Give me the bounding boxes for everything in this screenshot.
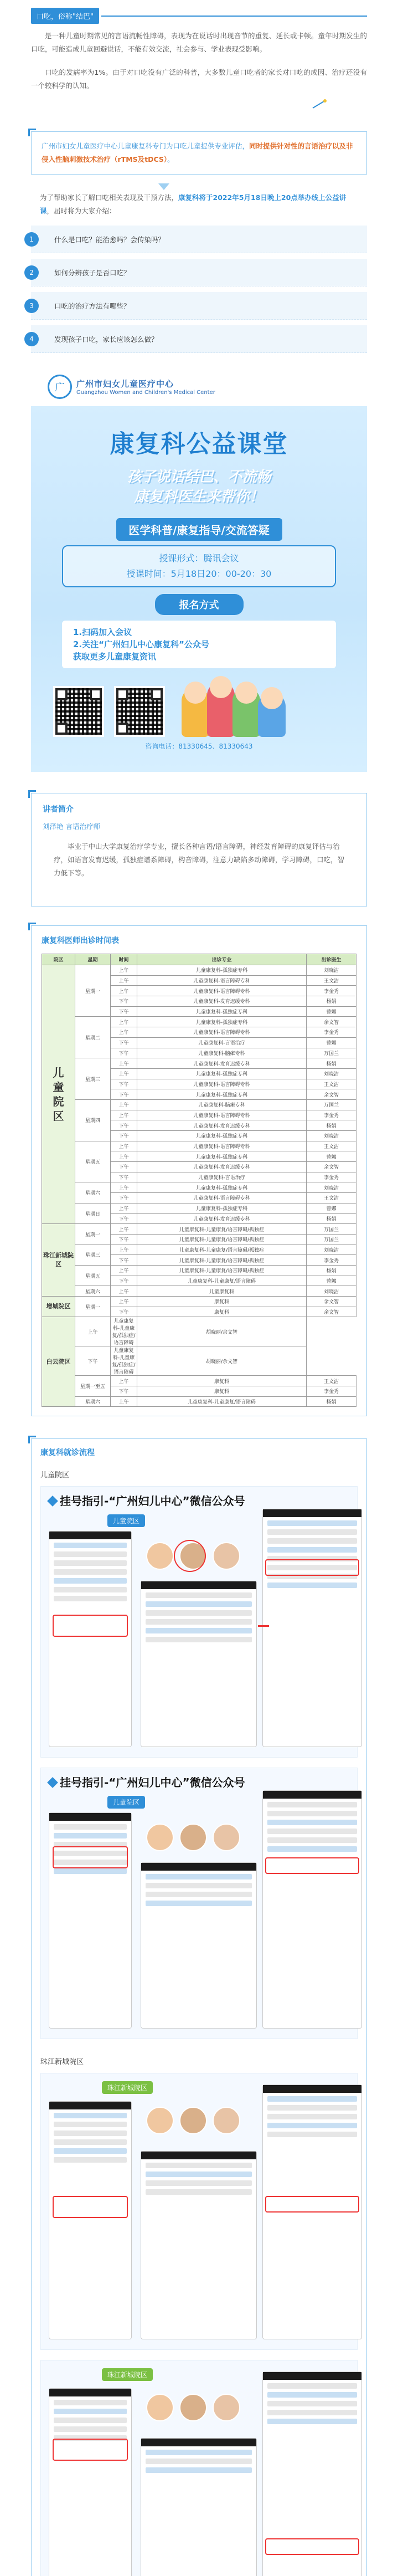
spec-cell: 儿童康复科-儿童康复/语言障碍/孤独症	[137, 1234, 307, 1245]
questions-intro-bold: 康复科将于2022年5月18日晚上20点举办线上公益讲课	[40, 193, 347, 215]
doc-cell: 李金秀	[307, 1386, 356, 1397]
corner-decoration	[28, 129, 36, 136]
spec-cell: 儿童康复科-语言障碍专科	[137, 1141, 307, 1151]
consult-phone: 咨询电话：81330645、81330643	[145, 742, 253, 750]
time-cell: 下午	[111, 1089, 137, 1100]
spec-cell: 儿童康复科-语言障碍专科	[137, 975, 307, 986]
spec-cell: 儿童康复科-发育迟缓专科	[137, 996, 307, 1007]
phone-screenshot	[49, 1812, 132, 2029]
magic-wand-icon	[312, 98, 328, 109]
time-cell: 上午	[111, 1099, 137, 1110]
spec-cell: 儿童康复科-脑瘫专科	[137, 1048, 307, 1058]
doc-cell: 刘晓洁	[307, 1068, 356, 1079]
spec-cell: 儿童康复科-发育迟缓专科	[137, 1120, 307, 1131]
time-cell: 上午	[111, 986, 137, 996]
doc-cell: 余文智	[307, 1017, 356, 1027]
question-text: 如何分辨孩子是否口吃？	[54, 268, 131, 277]
time-cell: 上午	[111, 1376, 137, 1386]
campus-tag: 珠江新城院区	[102, 2368, 153, 2381]
meeting-qr-code[interactable]	[53, 686, 104, 737]
spec-cell: 儿童康复科-语言障碍专科	[137, 1193, 307, 1204]
phone-screenshot	[141, 1581, 257, 1747]
highlight-text-post: 。	[167, 155, 174, 163]
phone-screenshot	[141, 2151, 257, 2339]
doctor-avatars	[146, 1824, 246, 1851]
intro-paragraph-1: 是一种儿童时期常见的言语流畅性障碍，表现为在说话时出现音节的重复、延长或卡顿。童年时期发生的口吃，可能造成儿童回避说话，不能有效交流，社会参与、学业表现受影响。	[31, 32, 367, 53]
question-number: 3	[24, 299, 39, 313]
registration-guide-1	[40, 1486, 358, 1758]
time-cell: 上午	[111, 1297, 137, 1307]
register-steps	[62, 621, 336, 668]
time-cell: 下午	[111, 1307, 137, 1317]
spec-cell: 儿童康复科-发育迟缓专科	[137, 1058, 307, 1069]
spec-cell: 儿童康复科-儿童康复/孤独症/语言障碍	[111, 1346, 137, 1376]
time-cell: 下午	[111, 1213, 137, 1224]
day-cell: 星期五	[75, 1265, 111, 1286]
time-cell: 上午	[75, 1317, 111, 1346]
register-step-2: 2.关注“广州妇儿中心康复科”公众号	[73, 639, 209, 649]
schedule-table	[42, 954, 356, 1407]
day-cell: 星期日	[75, 1203, 111, 1223]
register-heading: 报名方式	[155, 594, 244, 615]
time-cell: 下午	[111, 1162, 137, 1172]
schedule-heading: 康复科医师出诊时间表	[42, 936, 119, 945]
hospital-logo-icon: 广	[48, 375, 72, 399]
time-cell: 上午	[111, 1286, 137, 1297]
registration-guide-2	[40, 1768, 358, 2039]
doc-cell: 王文洁	[307, 1376, 356, 1386]
question-text: 什么是口吃？能治愈吗？会传染吗？	[54, 235, 166, 244]
time-cell: 上午	[111, 1058, 137, 1069]
day-cell: 星期一至五	[75, 1376, 111, 1396]
table-row	[42, 1376, 356, 1386]
poster-slogan-line-2: 康复科医生来帮你！	[134, 489, 264, 505]
spec-cell: 儿童康复科-儿童康复/语言障碍/孤独症	[137, 1245, 307, 1255]
table-row	[42, 1297, 356, 1307]
phone-screenshot	[262, 1509, 362, 1747]
spec-cell: 儿童康复科-语言障碍专科	[137, 986, 307, 996]
arrow-icon	[258, 1625, 269, 1627]
spec-cell: 儿童康复科-孤独症专科	[137, 1131, 307, 1141]
day-cell: 星期一	[75, 1297, 111, 1317]
doc-cell: 余文智	[307, 1297, 356, 1307]
campus-cell: 增城院区	[42, 1297, 75, 1317]
poster-info	[62, 545, 336, 587]
table-row	[42, 1245, 356, 1255]
phone-screenshot	[49, 1531, 132, 1747]
time-cell: 上午	[111, 1245, 137, 1255]
table-row	[42, 1141, 356, 1151]
poster-title: 康复科公益课堂	[110, 430, 288, 458]
spec-cell: 儿童康复科-孤独症专科	[137, 1006, 307, 1017]
doc-cell: 余文智	[307, 1089, 356, 1100]
time-cell: 上午	[111, 1151, 137, 1162]
question-text: 发现孩子口吃，家长应该怎么做？	[54, 335, 158, 344]
doc-cell: 万国兰	[307, 1099, 356, 1110]
question-item	[31, 259, 367, 286]
schedule-body	[42, 965, 356, 1407]
poster-slogan	[31, 467, 367, 507]
guide-title	[41, 1487, 357, 1508]
day-cell: 星期六	[75, 1286, 111, 1297]
spec-cell: 儿童康复科	[137, 1286, 307, 1297]
time-cell: 上午	[111, 1182, 137, 1193]
phone-screenshot	[262, 1790, 362, 2029]
table-header: 院区	[42, 954, 75, 965]
spec-cell: 儿童康复科-儿童康复/语言障碍/孤独症	[137, 1255, 307, 1266]
doc-cell: 刘晓洁	[307, 1286, 356, 1297]
guide-title	[41, 1768, 357, 1790]
doc-cell: 刘晓洁	[307, 965, 356, 976]
time-cell: 上午	[111, 1396, 137, 1407]
time-cell: 上午	[111, 1141, 137, 1151]
doc-cell: 曾娜	[307, 1151, 356, 1162]
questions-intro-pre: 为了帮助家长了解口吃相关表现及干预方法，	[40, 193, 179, 202]
account-qr-code[interactable]	[114, 686, 165, 737]
doc-cell: 刘晓洁	[307, 1131, 356, 1141]
time-cell: 上午	[111, 1265, 137, 1276]
phone-screenshot	[262, 2372, 362, 2576]
doc-cell: 余文智	[307, 1162, 356, 1172]
table-row	[42, 1286, 356, 1297]
time-cell: 下午	[111, 1079, 137, 1089]
spec-cell: 儿童康复科-儿童康复/语言障碍/孤独症	[137, 1265, 307, 1276]
table-header: 出诊专业	[137, 954, 307, 965]
poster-header	[31, 367, 367, 406]
time-cell: 下午	[111, 1037, 137, 1048]
guide-title-text: 挂号指引-“广州妇儿中心”微信公众号	[60, 1776, 245, 1790]
spec-cell: 康复科	[137, 1386, 307, 1397]
phone-screenshot	[262, 2085, 362, 2339]
doc-cell: 曾娜	[307, 1006, 356, 1017]
speaker-bio: 毕业于中山大学康复治疗学专业，擅长各种言语/语言障碍，神经发育障碍的康复评估与治疗，如语言发育迟缓，孤独症谱系障碍，构音障碍，注意力缺陷多动障碍，学习障碍，口吃，智力低下等。	[54, 842, 345, 877]
spec-cell: 儿童康复科-语言障碍专科	[137, 1027, 307, 1038]
doc-cell: 李金秀	[307, 1172, 356, 1182]
time-cell: 下午	[111, 1386, 137, 1397]
day-cell: 星期六	[75, 1396, 111, 1407]
time-cell: 下午	[75, 1346, 111, 1376]
doc-cell: 刘晓洁	[307, 1245, 356, 1255]
campus-tag: 儿童院区	[107, 1514, 145, 1527]
poster-time: 授课时间：5月18日20：00-20：30	[126, 569, 272, 579]
time-cell: 下午	[111, 1048, 137, 1058]
spec-cell: 儿童康复科-儿童康复/语言障碍	[137, 1276, 307, 1286]
doc-cell: 王文洁	[307, 1141, 356, 1151]
triangle-decoration	[158, 183, 169, 190]
highlight-box	[31, 131, 367, 175]
spec-cell: 儿童康复科-言语治疗	[137, 1172, 307, 1182]
doc-cell: 万国兰	[307, 1224, 356, 1235]
table-row	[42, 1203, 356, 1213]
registration-guide-4	[40, 2360, 358, 2576]
day-cell: 星期四	[75, 1099, 111, 1141]
poster-format: 授课形式：腾讯会议	[159, 553, 239, 564]
campus-cell: 珠江新城院区	[42, 1224, 75, 1297]
children-illustration	[182, 676, 287, 737]
questions-intro-post: ，届时将为大家介绍：	[46, 207, 116, 215]
spec-cell: 儿童康复科-孤独症专科	[137, 1089, 307, 1100]
registration-guide-3	[40, 2073, 358, 2350]
phone-screenshot	[141, 2438, 257, 2576]
doc-cell: 杨娟	[307, 1058, 356, 1069]
table-header: 出诊医生	[307, 954, 356, 965]
time-cell: 上午	[111, 975, 137, 986]
corner-decoration	[28, 1436, 36, 1443]
spec-cell: 儿童康复科-发育迟缓专科	[137, 1162, 307, 1172]
phone-screenshot	[49, 2101, 132, 2339]
spec-cell: 儿童康复科-孤独症专科	[137, 1151, 307, 1162]
doc-cell: 李金秀	[307, 986, 356, 996]
table-row	[42, 1182, 356, 1193]
time-cell: 下午	[111, 1234, 137, 1245]
table-header: 星期	[75, 954, 111, 965]
doc-cell: 万国兰	[307, 1048, 356, 1058]
question-item	[31, 226, 367, 253]
highlight-text-bold: 同时提供针对性的言语治疗以及非侵入性脑刺激技术治疗（rTMS及tDCS）	[42, 142, 353, 163]
doc-cell: 余文智	[307, 1307, 356, 1317]
table-header: 时间	[111, 954, 137, 965]
poster-bottom	[53, 676, 345, 737]
spec-cell: 儿童康复科-孤独症专科	[137, 1182, 307, 1193]
spec-cell: 儿童康复科-孤独症专科	[137, 1017, 307, 1027]
table-row	[42, 1265, 356, 1276]
day-cell: 星期六	[75, 1182, 111, 1203]
hospital-name-cn: 广州市妇女儿童医疗中心	[76, 379, 174, 389]
doc-cell: 曾娜	[307, 1276, 356, 1286]
table-row	[42, 1224, 356, 1235]
campus-cell: 儿 童 院 区	[42, 965, 75, 1224]
intro-paragraph-2: 口吃的发病率为1%。由于对口吃没有广泛的科普，大多数儿童口吃者的家长对口吃的成因、治疗还没有一个较科学的认知。	[31, 68, 367, 90]
doctor-avatars	[146, 2394, 246, 2421]
table-row	[42, 1346, 356, 1376]
doc-cell: 杨娟	[307, 1265, 356, 1276]
doc-cell: 曾娜	[307, 1203, 356, 1213]
spec-cell: 康复科	[137, 1297, 307, 1307]
campus-tag: 儿童院区	[107, 1796, 145, 1809]
doc-cell: 胡晓丽/余文智	[137, 1317, 307, 1346]
spec-cell: 儿童康复科-孤独症专科	[137, 1068, 307, 1079]
spec-cell: 儿童康复科-语言障碍专科	[137, 1079, 307, 1089]
spec-cell: 儿童康复科-儿童康复/语言障碍	[137, 1396, 307, 1407]
intro-section	[0, 0, 398, 115]
time-cell: 上午	[111, 1203, 137, 1213]
phone-screenshot	[49, 2388, 132, 2576]
time-cell: 下午	[111, 1006, 137, 1017]
doc-cell: 王文洁	[307, 1079, 356, 1089]
table-row	[42, 1396, 356, 1407]
day-cell: 星期三	[75, 1058, 111, 1100]
time-cell: 下午	[111, 996, 137, 1007]
intro-tag: 口吃，俗称"结巴"	[31, 8, 99, 24]
time-cell: 下午	[111, 1193, 137, 1204]
time-cell: 下午	[111, 1255, 137, 1266]
doc-cell: 杨娟	[307, 996, 356, 1007]
spec-cell: 儿童康复科-孤独症专科	[137, 965, 307, 976]
table-row	[42, 1058, 356, 1069]
question-item	[31, 292, 367, 320]
doc-cell: 刘晓洁	[307, 1182, 356, 1193]
campus-cell: 白云院区	[42, 1317, 75, 1407]
day-cell: 星期一	[75, 965, 111, 1017]
campus-tag: 珠江新城院区	[102, 2081, 153, 2094]
diamond-icon	[47, 1496, 58, 1507]
diamond-icon	[47, 1778, 58, 1789]
spec-cell: 儿童康复科-孤独症专科	[137, 1203, 307, 1213]
doc-cell: 杨娟	[307, 1213, 356, 1224]
questions-section	[31, 191, 367, 353]
question-text: 口吃的治疗方法有哪些？	[54, 301, 131, 310]
spec-cell: 儿童康复科-脑瘫专科	[137, 1099, 307, 1110]
highlight-text-pre: 广州市妇女儿童医疗中心儿童康复科专门为口吃儿童提供专业评估，	[42, 142, 250, 150]
time-cell: 上午	[111, 1110, 137, 1120]
hospital-name-en: Guangzhou Women and Children's Medical Center	[76, 390, 215, 396]
speaker-name: 刘泽艳 言语治疗师	[43, 822, 100, 831]
register-step-3: 获取更多儿童康复资讯	[73, 652, 157, 662]
question-number: 1	[24, 232, 39, 247]
process-heading: 康复科就诊流程	[40, 1448, 95, 1458]
wand-decoration	[31, 93, 367, 115]
spec-cell: 儿童康复科-语言障碍专科	[137, 1110, 307, 1120]
spec-cell: 儿童康复科-儿童康复/语言障碍/孤独症	[137, 1224, 307, 1235]
time-cell: 上午	[111, 1224, 137, 1235]
doctor-avatars	[146, 2107, 246, 2134]
time-cell: 下午	[111, 1120, 137, 1131]
doc-cell: 曾娜	[307, 1037, 356, 1048]
time-cell: 上午	[111, 1027, 137, 1038]
speaker-heading: 讲者简介	[43, 805, 74, 814]
day-cell: 星期五	[75, 1141, 111, 1182]
doc-cell: 万国兰	[307, 1234, 356, 1245]
poster-slogan-line-1: 孩子说话结巴、不流畅	[127, 469, 271, 485]
table-row	[42, 1317, 356, 1346]
doc-cell: 李金秀	[307, 1110, 356, 1120]
doc-cell: 李金秀	[307, 1255, 356, 1266]
table-row	[42, 1017, 356, 1027]
table-row	[42, 1099, 356, 1110]
process-campus-2: 珠江新城院区	[40, 2058, 84, 2067]
spec-cell: 康复科	[137, 1307, 307, 1317]
corner-decoration	[28, 790, 36, 798]
time-cell: 上午	[111, 965, 137, 976]
doc-cell: 王文洁	[307, 975, 356, 986]
phone-screenshot	[141, 1862, 257, 2029]
doc-cell: 王文洁	[307, 1193, 356, 1204]
time-cell: 下午	[111, 1172, 137, 1182]
spec-cell: 康复科	[137, 1376, 307, 1386]
doc-cell: 杨娟	[307, 1120, 356, 1131]
process-campus-1: 儿童院区	[40, 1471, 70, 1480]
question-number: 4	[24, 332, 39, 346]
speaker-section	[31, 793, 367, 907]
spec-cell: 儿童康复科-发育迟缓专科	[137, 1213, 307, 1224]
poster-banner: 医学科普/康复指导/交流答疑	[116, 518, 282, 541]
doc-cell: 杨娟	[307, 1396, 356, 1407]
intro-topbar	[31, 8, 367, 24]
time-cell: 上午	[111, 1017, 137, 1027]
question-number: 2	[24, 265, 39, 280]
spec-cell: 儿童康复科-儿童康复/孤独症/语言障碍	[111, 1317, 137, 1346]
register-step-1: 1.扫码加入会议	[73, 627, 132, 637]
question-item	[31, 325, 367, 353]
hospital-name	[76, 378, 215, 396]
day-cell: 星期二	[75, 1017, 111, 1058]
schedule-section	[31, 925, 367, 1416]
doc-cell: 李金秀	[307, 1027, 356, 1038]
day-cell: 星期三	[75, 1245, 111, 1265]
doc-cell: 胡晓丽/余文智	[137, 1346, 307, 1376]
process-section	[31, 1438, 367, 2576]
spec-cell: 儿童康复科-言语治疗	[137, 1037, 307, 1048]
day-cell: 星期一	[75, 1224, 111, 1245]
questions-intro	[31, 191, 367, 218]
corner-decoration	[28, 923, 36, 930]
question-list	[31, 226, 367, 353]
time-cell: 下午	[111, 1131, 137, 1141]
guide-title-text: 挂号指引-“广州妇儿中心”微信公众号	[60, 1494, 245, 1508]
table-row	[42, 965, 356, 976]
course-poster	[31, 367, 367, 772]
intro-divider	[101, 16, 367, 17]
time-cell: 上午	[111, 1068, 137, 1079]
time-cell: 下午	[111, 1276, 137, 1286]
